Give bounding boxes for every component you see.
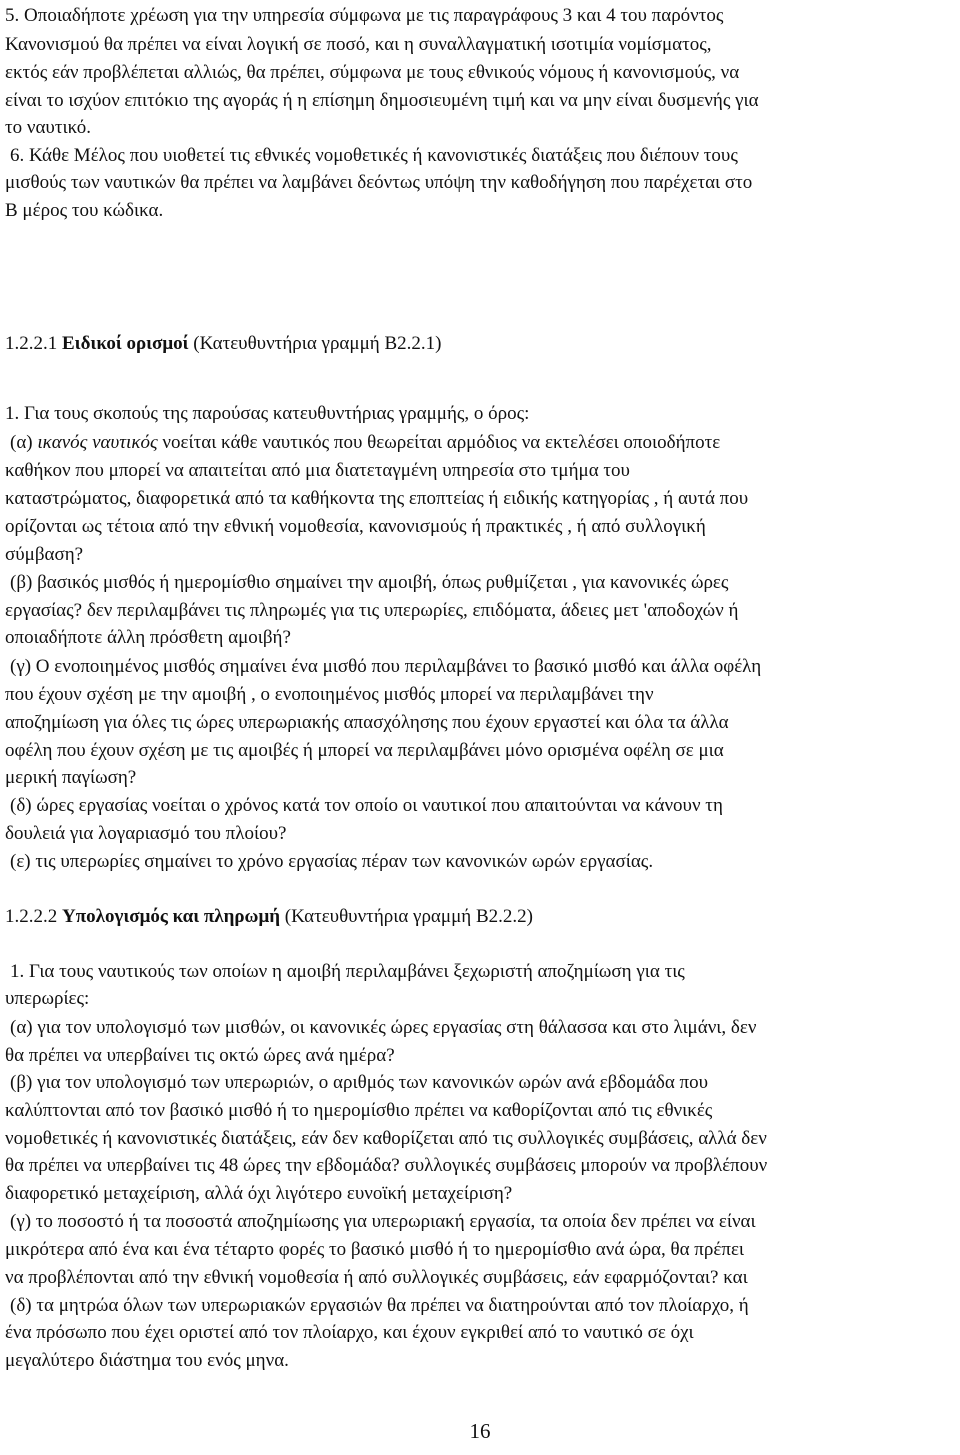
calculation-c-line: να προβλέπονται από την εθνική νομοθεσία ή από συλλογικές συμβάσεις, εάν εφαρμόζονται? και: [5, 1267, 748, 1288]
paragraph-5-line: εκτός εάν προβλέπεται αλλιώς, θα πρέπει, σύμφωνα με τους εθνικούς νόμους ή κανονισμούς, να: [5, 62, 740, 83]
definition-c-line: που έχουν σχέση με την αμοιβή , ο ενοποιημένος μισθός μπορεί να περιλαμβάνει την: [5, 684, 654, 705]
definition-a-line: καθήκον που μπορεί να απαιτείται από μια διατεταγμένη υπηρεσία στο τμήμα του: [5, 460, 630, 481]
calculation-intro-line: 1. Για τους ναυτικούς των οποίων η αμοιβή περιλαμβάνει ξεχωριστή αποζημίωση για τις: [10, 961, 685, 982]
definition-b-line: εργασίας? δεν περιλαμβάνει τις πληρωμές για τις υπερωρίες, επιδόματα, άδειες μετ 'αποδοχών ή: [5, 600, 739, 621]
calculation-b-line: (β) για τον υπολογισμό των υπερωριών, ο αριθμός των κανονικών ωρών ανά εβδομάδα που: [10, 1072, 709, 1093]
heading-reference: (Κατευθυντήρια γραμμή Β2.2.1): [193, 333, 442, 354]
definition-d-line: δουλειά για λογαριασμό του πλοίου?: [5, 823, 287, 844]
calculation-c-line: μικρότερα από ένα και ένα τέταρτο φορές το βασικό μισθό ή το ημερομίσθιο ανά ώρα, θα πρέπει: [5, 1239, 745, 1260]
calculation-a-line: (α) για τον υπολογισμό των μισθών, οι κανονικές ώρες εργασίας στη θάλασσα και στο λιμάνι, δεν: [10, 1017, 757, 1038]
definition-c-line: οφέλη που έχουν σχέση με τις αμοιβές ή μπορεί να περιλαμβάνει μόνο ορισμένα οφέλη σε μια: [5, 740, 724, 761]
calculation-b-line: διαφορετικό μεταχείριση, αλλά όχι λιγότερο ευνοϊκή μεταχείριση?: [5, 1183, 513, 1204]
heading-title: Ειδικοί ορισμοί: [62, 333, 189, 354]
definition-c-line: μερική παγίωση?: [5, 767, 137, 788]
definition-b-line: οποιαδήποτε άλλη πρόσθετη αμοιβή?: [5, 627, 291, 648]
section-heading-2: [5, 906, 533, 928]
calculation-b-line: καλύπτονται από τον βασικό μισθό ή το ημερομίσθιο πρέπει να καθορίζονται από τις εθνικές: [5, 1100, 713, 1121]
definition-b-line: (β) βασικός μισθός ή ημερομίσθιο σημαίνει την αμοιβή, όπως ρυθμίζεται , για κανονικές ώρες: [10, 572, 729, 593]
definition-c-line: (γ) Ο ενοποιημένος μισθός σημαίνει ένα μισθό που περιλαμβάνει το βασικό μισθό και άλλα οφέλη: [10, 656, 762, 677]
heading-reference: (Κατευθυντήρια γραμμή Β2.2.2): [284, 906, 533, 927]
calculation-d-line: ένα πρόσωπο που έχει οριστεί από τον πλοίαρχο, και έχουν εγκριθεί από το ναυτικό σε όχι: [5, 1322, 694, 1343]
paragraph-5-line: Κανονισμού θα πρέπει να είναι λογική σε ποσό, και η συναλλαγματική ισοτιμία νομίσματος,: [5, 34, 712, 55]
definition-c-line: αποζημίωση για όλες τις ώρες υπερωριακής απασχόλησης που έχουν εργαστεί και όλα τα άλλα: [5, 712, 729, 733]
calculation-d-line: μεγαλύτερο διάστημα του ενός μηνα.: [5, 1350, 289, 1371]
paragraph-6-line: 6. Κάθε Μέλος που υιοθετεί τις εθνικές νομοθετικές ή κανονιστικές διατάξεις που διέπουν τους: [10, 145, 738, 166]
paragraph-5-line: το ναυτικό.: [5, 117, 91, 138]
calculation-intro-line: υπερωρίες:: [5, 988, 90, 1009]
definition-a-line: [10, 432, 720, 454]
calculation-d-line: (δ) τα μητρώα όλων των υπερωριακών εργασιών θα πρέπει να διατηρούνται από τον πλοίαρχο, ή: [10, 1295, 749, 1316]
calculation-a-line: θα πρέπει να υπερβαίνει τις οκτώ ώρες ανά ημέρα?: [5, 1045, 395, 1066]
definition-a-line: ορίζονται ως τέτοια από την εθνική νομοθεσία, κανονισμούς ή πρακτικές , ή από συλλογική: [5, 516, 706, 537]
definition-d-line: (δ) ώρες εργασίας νοείται ο χρόνος κατά τον οποίο οι ναυτικοί που απαιτούνται να κάνουν τη: [10, 795, 723, 816]
calculation-b-line: θα πρέπει να υπερβαίνει τις 48 ώρες την εβδομάδα? συλλογικές συμβάσεις μπορούν να προβλέπουν: [5, 1155, 768, 1176]
heading-number: 1.2.2.2: [5, 906, 58, 927]
heading-number: 1.2.2.1: [5, 333, 58, 354]
section-heading-1: [5, 333, 441, 355]
list-marker: (α): [10, 432, 33, 453]
paragraph-5-line: είναι το ισχύον επιτόκιο της αγοράς ή η επίσημη δημοσιευμένη τιμή και να μην είναι δυσμενής για: [5, 90, 759, 111]
calculation-b-line: νομοθετικές ή κανονιστικές διατάξεις, εάν δεν καθορίζεται από τις συλλογικές συμβάσεις, αλλά δεν: [5, 1128, 767, 1149]
heading-title: Υπολογισμός και πληρωμή: [62, 906, 281, 927]
definition-text: νοείται κάθε ναυτικός που θεωρείται αρμόδιος να εκτελέσει οποιοδήποτε: [162, 432, 721, 453]
page-number: 16: [469, 1419, 491, 1443]
defined-term: ικανός ναυτικός: [37, 432, 158, 453]
definition-e-line: (ε) τις υπερωρίες σημαίνει το χρόνο εργασίας πέραν των κανονικών ωρών εργασίας.: [10, 851, 654, 872]
paragraph-5-line: 5. Οποιαδήποτε χρέωση για την υπηρεσία σύμφωνα με τις παραγράφους 3 και 4 του παρόντος: [5, 5, 724, 26]
calculation-c-line: (γ) το ποσοστό ή τα ποσοστά αποζημίωσης για υπερωριακή εργασία, τα οποία δεν πρέπει να είναι: [10, 1211, 756, 1232]
definition-a-line: καταστρώματος, διαφορετικά από τα καθήκοντα της εποπτείας ή ειδικής κατηγορίας , ή αυτά που: [5, 488, 749, 509]
definition-a-line: σύμβαση?: [5, 544, 84, 565]
paragraph-6-line: μισθούς των ναυτικών θα πρέπει να λαμβάνει δεόντως υπόψη την καθοδήγηση που παρέχεται στο: [5, 172, 753, 193]
paragraph-6-line: Β μέρος του κώδικα.: [5, 200, 164, 221]
definitions-intro: 1. Για τους σκοπούς της παρούσας κατευθυντήριας γραμμής, ο όρος:: [5, 403, 530, 424]
